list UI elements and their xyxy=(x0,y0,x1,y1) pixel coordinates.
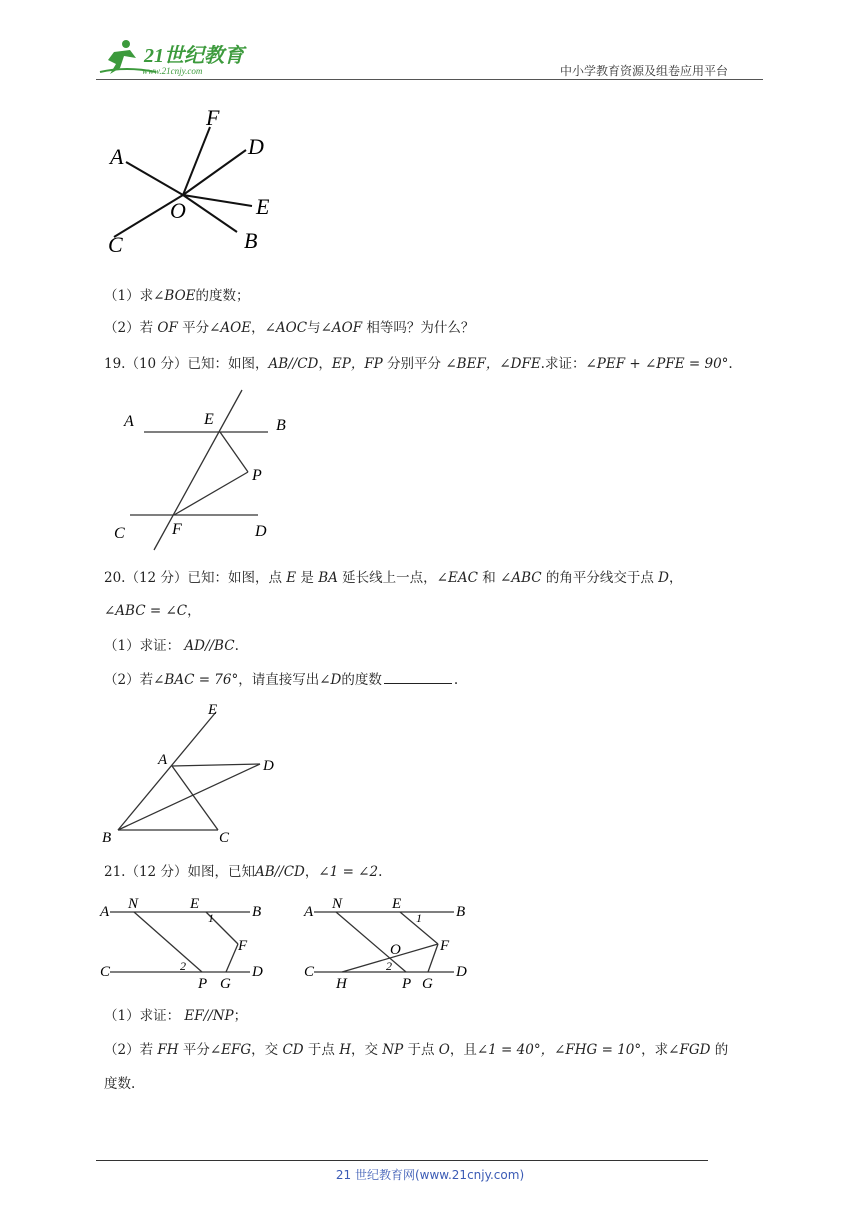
q21-statement: 21.（12 分）如图，已知AB//CD，∠1 = ∠2. xyxy=(104,864,383,880)
figure-q21-left xyxy=(98,892,278,992)
label-F: F xyxy=(206,105,220,130)
q19-statement: 19.（10 分）已知：如图，AB//CD，EP，FP 分别平分 ∠BEF，∠DFE.求证：∠PEF + ∠PFE = 90°. xyxy=(104,356,733,372)
label-A: A xyxy=(124,413,134,430)
label-1: 1 xyxy=(416,911,422,925)
label-D: D xyxy=(252,964,263,980)
label-H: H xyxy=(336,976,347,992)
label-O: O xyxy=(390,942,401,958)
q20-condition: ∠ABC = ∠C， xyxy=(104,603,201,619)
label-P: P xyxy=(198,976,208,992)
label-P: P xyxy=(252,467,262,484)
q20-statement: 20.（12 分）已知：如图，点 E 是 BA 延长线上一点，∠EAC 和 ∠ABC 的角平分线交于点 D， xyxy=(104,570,683,586)
label-N: N xyxy=(128,896,139,912)
label-E: E xyxy=(256,194,270,219)
label-G: G xyxy=(220,976,231,992)
label-B: B xyxy=(102,830,112,846)
q21-part1: （1）求证： EF//NP； xyxy=(104,1008,248,1024)
label-2: 2 xyxy=(180,959,186,973)
label-A: A xyxy=(100,904,110,920)
figure-q19 xyxy=(110,388,310,553)
label-B: B xyxy=(276,417,286,434)
q18-part2: （2）若 OF 平分∠AOE，∠AOC与∠AOF 相等吗？为什么？ xyxy=(104,320,475,336)
label-1: 1 xyxy=(208,911,214,925)
q18-part1: （1）求∠BOE的度数； xyxy=(104,288,250,304)
label-F: F xyxy=(238,938,248,954)
q20-part1: （1）求证： AD//BC. xyxy=(104,638,239,654)
label-D: D xyxy=(248,134,264,159)
figure-q20 xyxy=(98,700,288,850)
label-E: E xyxy=(208,702,218,718)
label-A: A xyxy=(110,144,124,169)
label-C: C xyxy=(114,525,125,542)
header-divider xyxy=(96,79,763,80)
label-B: B xyxy=(456,904,466,920)
logo-url: www.21cnjy.com xyxy=(142,66,203,76)
label-E: E xyxy=(190,896,200,912)
label-A: A xyxy=(158,752,168,768)
site-logo xyxy=(96,38,266,78)
label-P: P xyxy=(402,976,412,992)
q21-part2-cont: 度数. xyxy=(104,1076,136,1092)
label-N: N xyxy=(332,896,343,912)
figure-q21-right xyxy=(300,892,480,992)
label-C: C xyxy=(108,232,123,257)
logo-title: 21世纪教育 xyxy=(144,45,244,67)
q21-part2: （2）若 FH 平分∠EFG，交 CD 于点 H，交 NP 于点 O，且∠1 = 40°，∠FHG = 10°，求∠FGD 的 xyxy=(104,1042,729,1058)
label-E: E xyxy=(204,411,214,428)
label-A: A xyxy=(304,904,314,920)
footer-text[interactable]: 21 世纪教育网(www.21cnjy.com) xyxy=(335,1168,525,1182)
label-F: F xyxy=(172,521,182,538)
label-C: C xyxy=(304,964,315,980)
header-platform-text: 中小学教育资源及组卷应用平台 xyxy=(560,64,729,78)
label-D: D xyxy=(456,964,467,980)
label-G: G xyxy=(422,976,433,992)
label-O: O xyxy=(170,198,186,223)
label-B: B xyxy=(244,228,258,253)
label-F: F xyxy=(440,938,450,954)
q20-part2: （2）若∠BAC = 76°，请直接写出∠D的度数 . xyxy=(104,672,459,688)
label-D: D xyxy=(255,523,267,540)
label-C: C xyxy=(100,964,111,980)
label-2: 2 xyxy=(386,959,392,973)
figure-q18 xyxy=(100,102,290,262)
answer-blank xyxy=(384,671,452,684)
label-D: D xyxy=(263,758,274,774)
label-C: C xyxy=(219,830,230,846)
label-E: E xyxy=(392,896,402,912)
footer-divider xyxy=(96,1160,708,1161)
label-B: B xyxy=(252,904,262,920)
